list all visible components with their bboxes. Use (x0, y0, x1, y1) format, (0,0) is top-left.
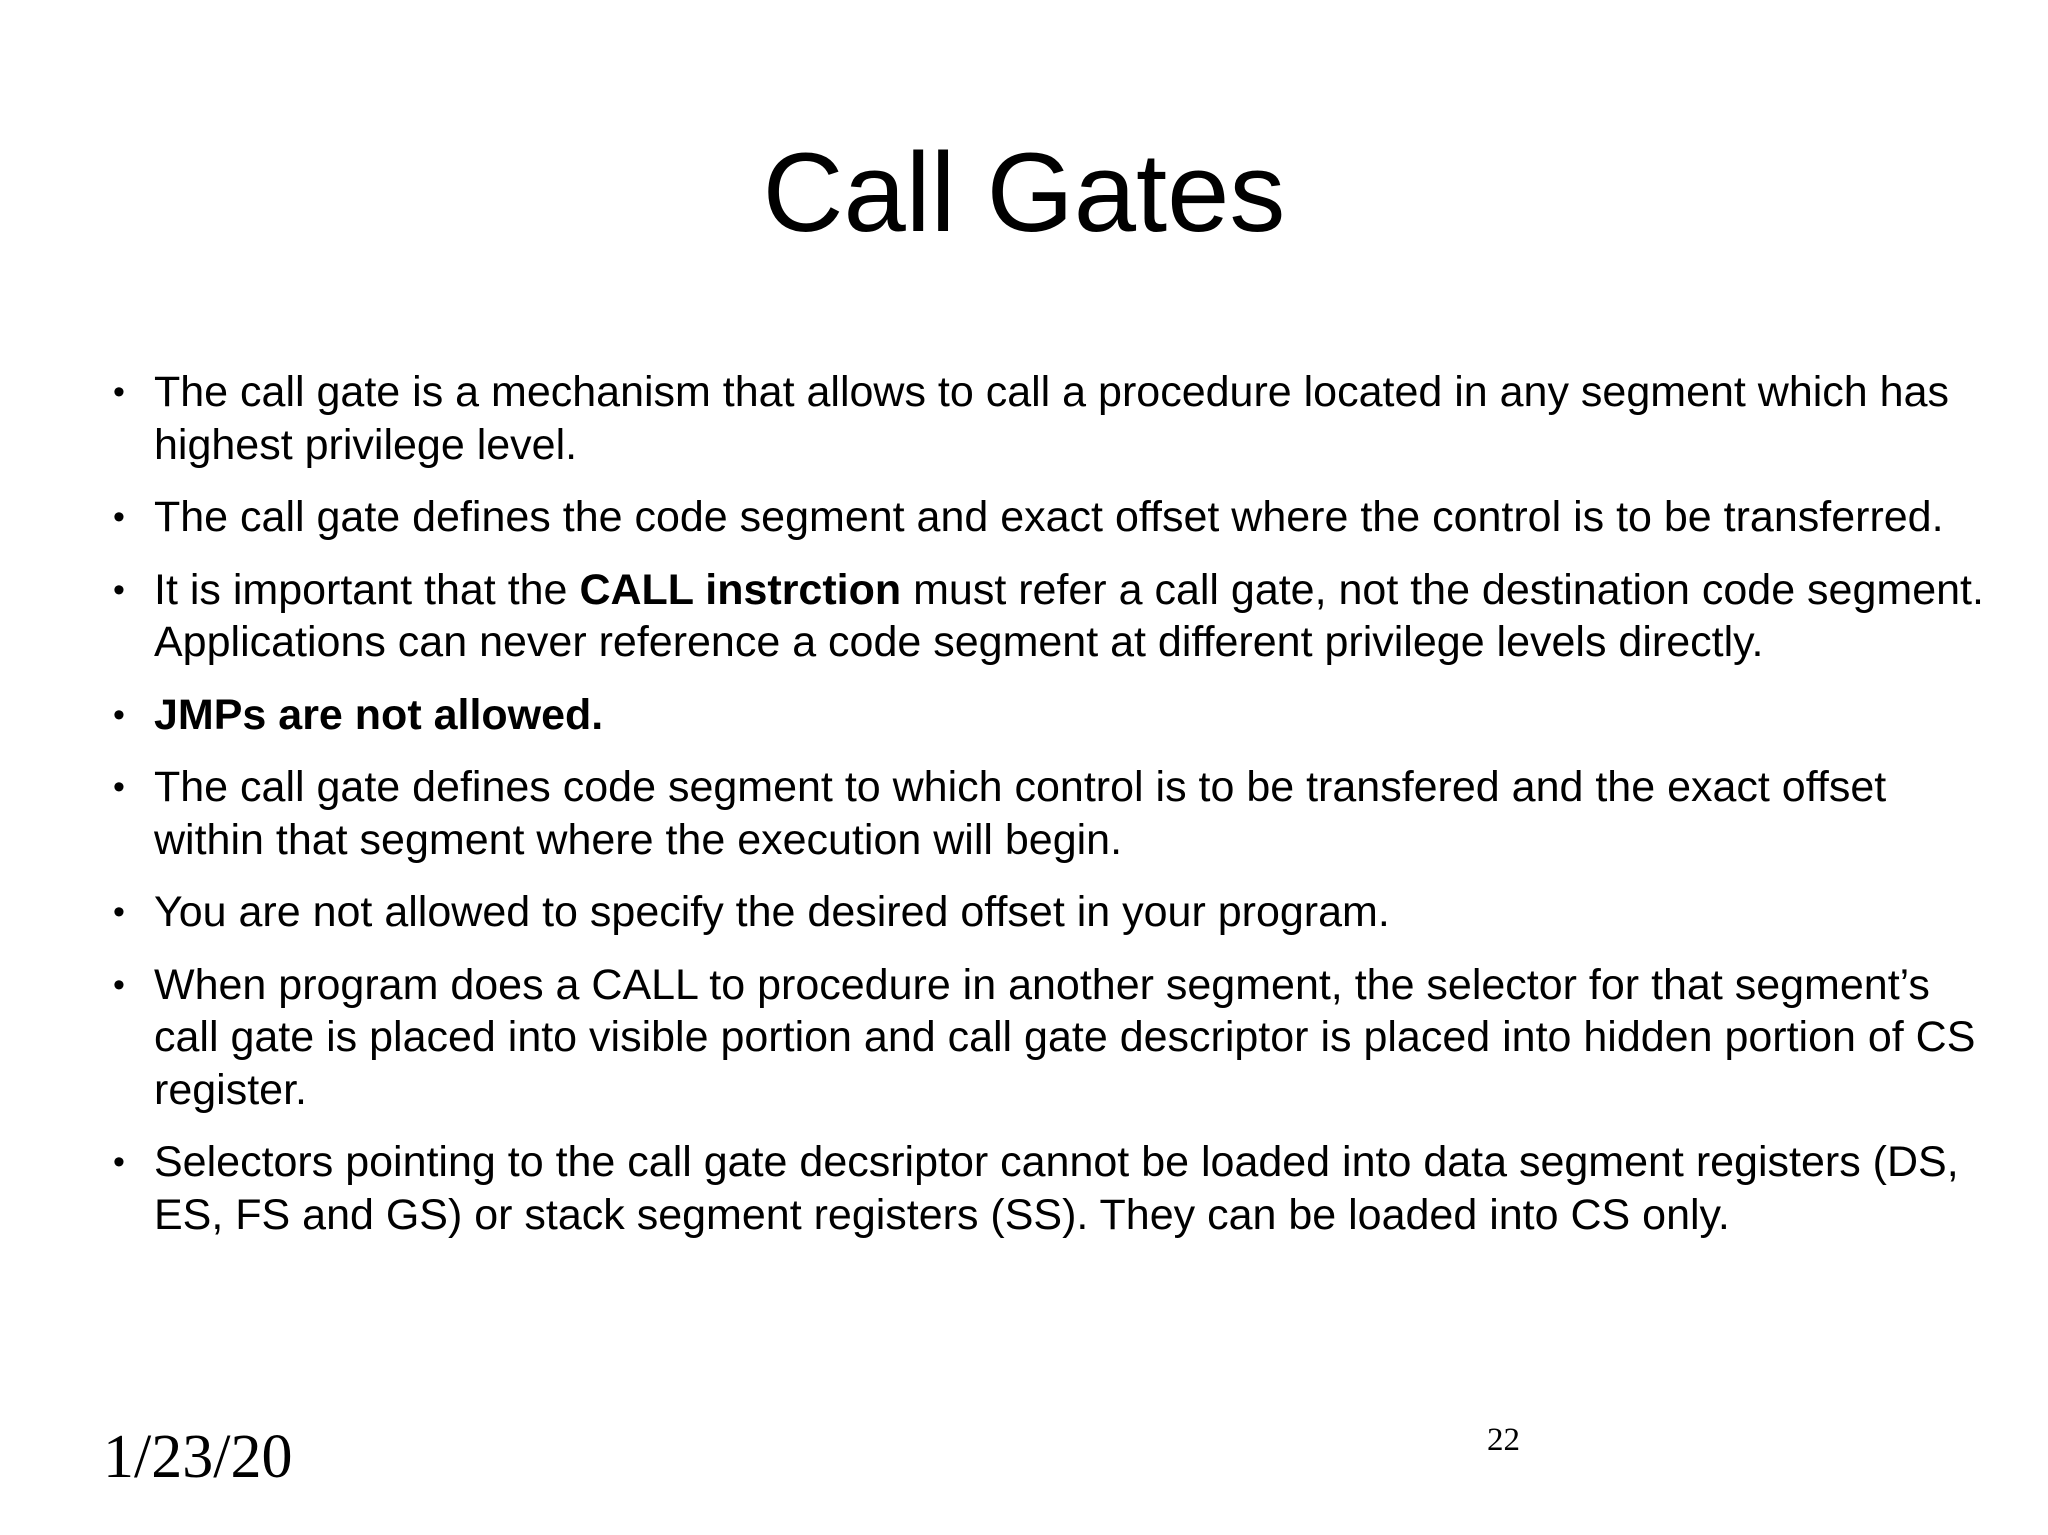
bullet-item (107, 491, 1987, 544)
bullet-text: When program does a CALL to procedure in another segment, the selector for that segment’s call gate is placed into visible portion and call gate descriptor is placed into hidden portion of CS register. (154, 960, 1976, 1114)
bullet-item (107, 959, 1987, 1117)
bullet-item (107, 1136, 1987, 1241)
bullet-text: The call gate is a mechanism that allows to call a procedure located in any segment which has highest privilege level. (154, 368, 1949, 469)
bullet-text: The call gate defines the code segment and exact offset where the control is to be transferred. (154, 493, 1944, 541)
bullet-text: must refer a call gate, not the destination code segment. Applications can never reference a code segment at different privilege levels directly. (154, 565, 1984, 666)
bullet-item (107, 761, 1987, 866)
bullet-text-bold: JMPs are not allowed. (154, 690, 604, 739)
slide-title: Call Gates (762, 130, 1286, 255)
bullet-item (107, 564, 1987, 669)
bullet-list (107, 366, 1987, 1261)
bullet-item (107, 366, 1987, 471)
page-number: 22 (1487, 1422, 1520, 1458)
bullet-text: You are not allowed to specify the desired offset in your program. (154, 888, 1390, 936)
bullet-text: Selectors pointing to the call gate decsriptor cannot be loaded into data segment registers (DS, ES, FS and GS) or stack segment registers (SS). They can be loaded into CS only. (154, 1138, 1959, 1239)
bullet-text: It is important that the (154, 565, 580, 614)
bullet-dot-icon: • (113, 965, 125, 1004)
bullet-dot-icon: • (113, 1143, 125, 1181)
bullet-dot-icon: • (113, 768, 125, 806)
bullet-dot-icon: • (113, 373, 125, 411)
bullet-dot-icon: • (113, 695, 125, 734)
bullet-text-bold: CALL instrction (579, 565, 902, 614)
bullet-dot-icon: • (113, 498, 125, 536)
bullet-text: The call gate defines code segment to which control is to be transfered and the exact offset within that segment where the execution will begin. (154, 763, 1887, 864)
bullet-item (107, 689, 1987, 742)
bullet-dot-icon: • (113, 893, 125, 931)
bullet-dot-icon: • (113, 570, 125, 609)
bullet-item (107, 886, 1987, 939)
footer-date: 1/23/20 (103, 1423, 293, 1491)
